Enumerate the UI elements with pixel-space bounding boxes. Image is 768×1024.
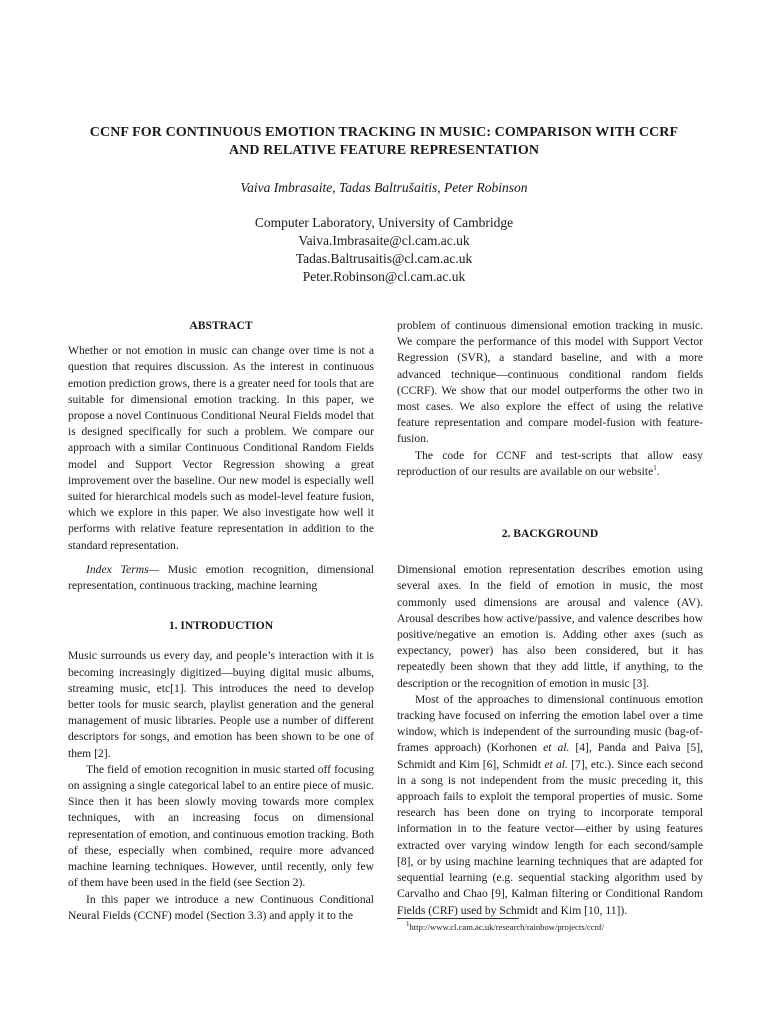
bg-text-b: [4], Panda and Paiva [5], Schmidt and Kim [6], Schmidt xyxy=(397,741,703,771)
intro-paragraph-2: The field of emotion recognition in music started off focusing on assigning a single categorical label to an entire piece of music. Since then it has been slowly moving towards more complex techniques, with an increasing focus on dimensional representation of emotion, and continuous emotion tracking. Both of these, especially when combined, require more advanced machine learning techniques. However, until recently, only few of them have been used in the field (see Section 2). xyxy=(68,762,374,890)
bg-text-c: [7], etc.). Since each second in a song is not independent from the music preceding it, this approach fails to exploit the temporal properties of music. Some research has been done on trying to incorporate temporal information in to the feature vector—either by using features extracted over varying window length for each second/sample [8], or by using machine learning techniques that are adapted for sequential learning (e.g. sequential stacking algorithm used by Carvalho and Chao [9], Kalman filtering or Conditional Random Fields (CRF) used by Schmidt and Kim [10, 11]). xyxy=(397,757,703,917)
affiliation-block xyxy=(60,214,708,286)
et-al-2: et al. xyxy=(544,757,568,771)
author-email[interactable]: Vaiva.Imbrasaite@cl.cam.ac.uk xyxy=(298,233,470,248)
code-availability-text: The code for CCNF and test-scripts that allow easy reproduction of our results are available on our website xyxy=(397,448,703,478)
footnote-divider xyxy=(397,918,519,919)
footnote-url[interactable]: http://www.cl.cam.ac.uk/research/rainbow/projects/ccnf/ xyxy=(409,922,605,932)
background-paragraph-2 xyxy=(397,692,703,919)
index-terms-label: Index Terms— xyxy=(86,562,159,576)
intro-paragraph-3: In this paper we introduce a new Continuous Conditional Neural Fields (CCNF) model (Section 3.3) and apply it to the xyxy=(68,892,374,922)
intro-paragraph-3-continued: problem of continuous dimensional emotion tracking in music. We compare the performance of this model with Support Vector Regression (SVR), a standard baseline, and with a more advanced technique—continuous conditional random fields (CCRF). We show that our model outperforms the other two in most cases. We also explore the effect of using the relative feature representation and compare model-fusion with feature-fusion. xyxy=(397,319,703,446)
background-heading: 2. BACKGROUND xyxy=(501,527,599,541)
abstract-text: Whether or not emotion in music can change over time is not a question that requires discussion. As the interest in continuous emotion prediction grows, there is a greater need for tools that are suitable for dimensional emotion tracking. In this paper, we propose a novel Continuous Conditional Neural Fields model that is designed specifically for such a problem. We compare our approach with a similar Continuous Conditional Random Fields model and Support Vector Regression showing a great improvement over the baseline. Our new model is especially well suited for hierarchical models such as model-level feature fusion, which we explore in this paper. We also investigate how well it performs with relative feature representation in addition to the standard representation. xyxy=(68,344,374,552)
right-column xyxy=(397,318,703,919)
abstract-heading: ABSTRACT xyxy=(189,319,253,332)
author-email[interactable]: Tadas.Baltrusaitis@cl.cam.ac.uk xyxy=(295,251,473,266)
intro-paragraph-4 xyxy=(397,448,703,480)
author-email[interactable]: Peter.Robinson@cl.cam.ac.uk xyxy=(302,269,466,284)
title-line-2: AND RELATIVE FEATURE REPRESENTATION xyxy=(228,143,540,158)
et-al-1: et al. xyxy=(543,741,570,755)
affiliation: Computer Laboratory, University of Cambridge xyxy=(254,215,514,230)
paper-title xyxy=(60,124,708,160)
intro-heading: 1. INTRODUCTION xyxy=(168,619,274,633)
intro-paragraph-1: Music surrounds us every day, and people’s interaction with it is becoming increasingly digitized—buying digital music albums, streaming music, etc[1]. This introduces the need to develop better tools for music search, playlist generation and the general management of music libraries. People use a number of different descriptors for songs, and emotion has been shown to be one of them [2]. xyxy=(68,649,374,760)
index-terms-text: Music emotion recognition, dimensional representation, continuous tracking, machine learning xyxy=(68,562,374,593)
sentence-end: . xyxy=(656,464,660,478)
footnote-number: 1 xyxy=(406,920,410,929)
background-paragraph-1: Dimensional emotion representation describes emotion using several axes. In the field of emotion in music, the most commonly used dimensions are arousal and valence (AV). Arousal describes how active/passive, and valence describes how positive/negative an emotion is. Adding other axes (such as expectancy, power) has also been considered, but it has repeatedly been shown that they add little, if anything, to the description or the recognition of emotion in music [3]. xyxy=(397,563,703,690)
index-terms xyxy=(68,562,374,594)
author-list: Vaiva Imbrasaite, Tadas Baltrušaitis, Peter Robinson xyxy=(240,180,528,195)
footnote xyxy=(406,922,706,933)
bg-text-a: Most of the approaches to dimensional continuous emotion tracking have focused on inferring the emotion label over a time window, which is independent of the surrounding music (bag-of-frames approach) (Korhonen xyxy=(397,692,703,755)
left-column xyxy=(68,318,374,924)
title-line-1: CCNF FOR CONTINUOUS EMOTION TRACKING IN MUSIC: COMPARISON WITH CCRF xyxy=(89,125,679,140)
footnote-marker[interactable]: 1 xyxy=(653,463,657,472)
